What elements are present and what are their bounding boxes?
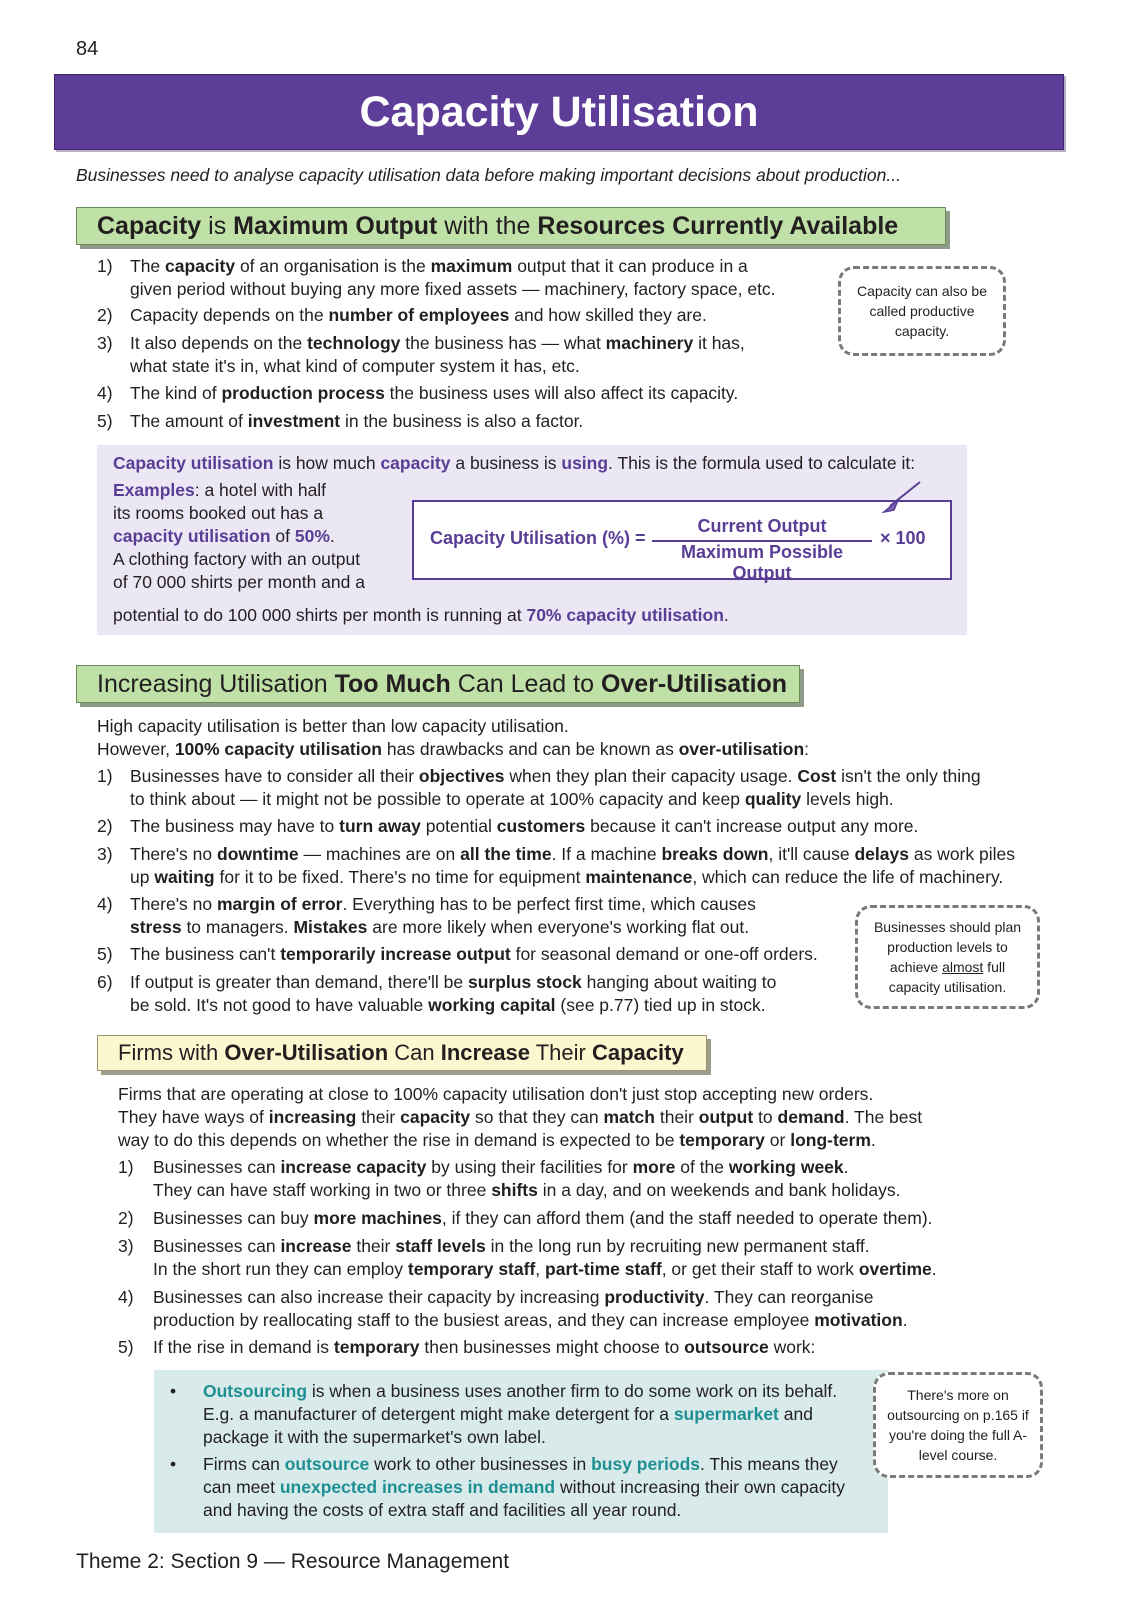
formula-denominator: Maximum Possible Output [680,542,844,583]
heading-part: Increasing Utilisation [97,669,335,698]
text-run: , it'll cause [768,844,855,864]
text-run: more [632,1157,676,1177]
heading-part: Capacity [591,1040,684,1065]
text-run: capacity [380,453,451,473]
text-run: isn't the only thing [836,766,981,786]
text-run: then businesses might choose to [419,1337,685,1357]
text-run: part-time staff [545,1259,662,1279]
item-number: 2) [97,816,113,836]
text-run: output [698,1107,754,1127]
text-line: of 70 000 shirts per month and a [113,572,365,592]
text-run: as work piles [908,844,1015,864]
text-run: Businesses can buy [153,1208,314,1228]
item-number: 2) [118,1208,134,1228]
item-number: 4) [118,1287,134,1307]
heading-part: Too Much [334,669,451,698]
text-run: 100% capacity utilisation [174,739,382,759]
text-run: work: [768,1337,816,1357]
list-item [97,332,837,378]
text-run: outsource [684,1337,769,1357]
list-item [97,382,837,405]
text-run: motivation [814,1310,903,1330]
formula-example-end [113,604,729,627]
page-number: 84 [76,38,99,60]
text-run: , or get their staff to work [661,1259,859,1279]
list-item [118,1336,1058,1359]
text-run: in a day, and on weekends and bank holidays. [537,1180,901,1200]
text-run: Capacity depends on the [130,305,329,325]
text-run: , which can reduce the life of machinery. [692,867,1004,887]
text-run: . If a machine [551,844,662,864]
item-text [130,255,776,301]
text-run: production process [221,383,385,403]
text-run: downtime [217,844,299,864]
text-run: Businesses should plan production levels to achieve [873,919,1022,975]
bullet-outsourcing-benefit [203,1453,845,1522]
heading-part: Firms with [118,1040,225,1065]
item-number: 3) [118,1236,134,1256]
text-run: over-utilisation [678,739,805,759]
text-run: temporary [679,1130,765,1150]
text-run: all the time [460,844,552,864]
text-run: They have ways of [118,1107,269,1127]
heading-part: Increase [440,1040,531,1065]
text-run: 70% capacity utilisation [526,605,724,625]
text-run: and [778,1404,813,1424]
text-run: customers [496,816,586,836]
list-item [97,765,1057,811]
heading-part: Their [530,1040,592,1065]
item-text [130,410,583,433]
text-run: maximum [430,256,513,276]
text-run: temporary staff [407,1259,536,1279]
item-number: 3) [97,333,113,353]
text-line: package it with the supermarket's own label. [203,1427,546,1447]
text-run: . [870,1130,876,1150]
page-title: Capacity Utilisation [359,87,759,136]
text-run: so that they can [470,1107,604,1127]
text-run: can meet [203,1477,280,1497]
text-run: The business can't [130,944,281,964]
text-run: or [764,1130,791,1150]
text-run: capacity [400,1107,471,1127]
list-item [97,971,837,1017]
text-run: margin of error [217,894,343,914]
side-note: There's more on outsourcing on p.165 if you're doing the full A-level course. [873,1372,1043,1478]
text-run: technology [307,333,401,353]
text-run: busy periods [591,1454,700,1474]
text-run: Capacity utilisation [113,453,274,473]
item-number: 6) [97,972,113,992]
text-run: working week [728,1157,844,1177]
list-item [118,1235,1058,1281]
side-note [855,905,1040,1009]
text-run: . They can reorganise [704,1287,874,1307]
text-run: The business may have to [130,816,340,836]
heading-part: Maximum Output [233,211,438,240]
formula-intro [113,452,915,475]
item-number: 1) [118,1157,134,1177]
text-run: The kind of [130,383,222,403]
heading-part: Capacity [97,211,202,240]
item-number: 4) [97,894,113,914]
heading-part: with the [437,211,538,240]
section3-paragraph [118,1083,922,1152]
text-run: for it to be fixed. There's no time for equipment [214,867,586,887]
text-run: has drawbacks and can be known as [381,739,679,759]
text-run: are more likely when everyone's working flat out. [367,917,750,937]
text-run: In the short run they can employ [153,1259,408,1279]
text-run: delays [854,844,909,864]
list-item [118,1286,1058,1332]
text-run: unexpected increases in demand [279,1477,556,1497]
text-run: because it can't increase output any more. [585,816,919,836]
text-run: Businesses can [153,1157,281,1177]
text-run: capacity [165,256,236,276]
text-run: the business has — what [400,333,606,353]
item-text [153,1286,908,1332]
text-run: way to do this depends on whether the rise in demand is expected to be [118,1130,680,1150]
heading-part: Can [388,1040,441,1065]
text-run: However, [97,739,175,759]
text-line: what state it's in, what kind of computer system it has, etc. [130,356,580,376]
text-run: number of employees [328,305,510,325]
text-line: A clothing factory with an output [113,549,361,569]
item-text [153,1336,815,1359]
text-run: E.g. a manufacturer of detergent might make detergent for a [203,1404,674,1424]
text-run: breaks down [661,844,769,864]
text-run: more machines [313,1208,442,1228]
text-run: outsource [284,1454,370,1474]
text-run: increasing [268,1107,357,1127]
text-run: . The best [844,1107,923,1127]
text-run: production by reallocating staff to the busiest areas, and they can increase employee [153,1310,815,1330]
text-run: to managers. [181,917,294,937]
item-text [130,815,918,838]
text-run: potential to do 100 000 shirts per month is running at [113,605,527,625]
item-text [130,893,756,939]
text-run: is how much [273,453,381,473]
item-number: 1) [97,256,113,276]
text-run: Businesses have to consider all their [130,766,419,786]
text-run: — machines are on [298,844,461,864]
text-run: Cost [797,766,837,786]
text-run: 50% [294,526,330,546]
bullet-marker: • [170,1381,177,1401]
text-line: and having the costs of extra staff and facilities all year round. [203,1500,682,1520]
arrow-icon [880,478,930,516]
text-run: . [902,1310,908,1330]
item-number: 4) [97,383,113,403]
list-item [118,1156,1058,1202]
text-run: to think about — it might not be possible to operate at 100% capacity and keep [130,789,745,809]
heading-part: Over-Utilisation [224,1040,389,1065]
text-line: given period without buying any more fixed assets — machinery, factory space, etc. [130,279,776,299]
list-item [97,255,837,301]
item-number: 5) [118,1337,134,1357]
text-run: The [130,256,166,276]
text-run: . [723,605,729,625]
text-run: It also depends on the [130,333,308,353]
text-run: match [603,1107,655,1127]
formula-lhs: Capacity Utilisation (%) = [430,528,646,548]
text-run: . This is the formula used to calculate it: [608,453,916,473]
text-run: for seasonal demand or one-off orders. [510,944,818,964]
item-text [130,382,738,405]
text-run: There's no [130,844,217,864]
text-run: staff levels [395,1236,486,1256]
list-item [97,843,1057,889]
item-text [130,332,745,378]
text-run: Firms can [203,1454,285,1474]
text-run: supermarket [673,1404,779,1424]
text-run: capacity utilisation [113,526,271,546]
text-run: full capacity utilisation. [888,959,1007,995]
formula-numerator: Current Output [697,516,827,536]
item-number: 3) [97,844,113,864]
item-text [153,1207,933,1230]
text-run: turn away [339,816,421,836]
text-run: of [270,526,295,546]
text-run: up [130,867,155,887]
text-run: without increasing their own capacity [555,1477,845,1497]
text-run: long-term [790,1130,871,1150]
text-run: to [753,1107,778,1127]
text-run: levels high. [801,789,894,809]
text-line: Firms that are operating at close to 100% capacity utilisation don't just stop accepting new orders. [118,1084,874,1104]
list-item [118,1207,1058,1230]
list-item [97,815,1057,838]
text-run: Outsourcing [203,1381,308,1401]
list-item [97,893,837,939]
item-number: 5) [97,944,113,964]
heading-part: Over-Utilisation [600,669,788,698]
text-run: their [356,1107,401,1127]
formula-multiplier: × 100 [880,528,926,548]
text-run: Mistakes [293,917,368,937]
text-run: their [351,1236,396,1256]
formula-examples [113,479,413,594]
text-run: almost [942,959,984,975]
item-text [130,843,1015,889]
text-run: increase [280,1236,352,1256]
item-text [130,765,981,811]
text-run: working capital [428,995,556,1015]
text-run: and how skilled they are. [509,305,707,325]
text-run: of the [675,1157,729,1177]
text-run: , if they can afford them (and the staff needed to operate them). [441,1208,933,1228]
text-run: maintenance [585,867,693,887]
item-text [130,943,818,966]
text-run: Examples [113,480,195,500]
text-run: when they plan their capacity usage. [504,766,798,786]
text-run: productivity [604,1287,705,1307]
text-run: They can have staff working in two or three [153,1180,492,1200]
heading-part: Can Lead to [450,669,601,698]
item-text [153,1156,900,1202]
text-run: be sold. It's not good to have valuable [130,995,429,1015]
text-run: their [654,1107,699,1127]
text-run: If the rise in demand is [153,1337,334,1357]
text-run: The amount of [130,411,248,431]
text-run: . [329,526,335,546]
heading-part: is [201,211,234,240]
section2-paragraph [97,715,809,761]
text-run: the business uses will also affect its capacity. [384,383,739,403]
text-run: increase capacity [280,1157,427,1177]
bullet-marker: • [170,1454,177,1474]
text-run: of an organisation is the [235,256,431,276]
text-run: stress [130,917,182,937]
text-run: overtime [858,1259,932,1279]
page-footer: Theme 2: Section 9 — Resource Management [76,1550,510,1573]
text-run: objectives [418,766,505,786]
text-run: waiting [154,867,215,887]
text-run: by using their facilities for [426,1157,633,1177]
text-run: a business is [450,453,562,473]
text-run: If output is greater than demand, there'll be [130,972,468,992]
item-text [153,1235,937,1281]
text-run: potential [420,816,497,836]
bullet-outsourcing-definition [203,1380,837,1449]
item-number: 2) [97,305,113,325]
list-item [97,410,837,433]
text-run: output that it can produce in a [512,256,748,276]
intro-text: Businesses need to analyse capacity utilisation data before making important decisions about production... [76,165,901,185]
text-run: it has, [693,333,745,353]
item-text [130,304,707,327]
text-run: Businesses can also increase their capacity by increasing [153,1287,605,1307]
text-run: temporarily increase output [280,944,511,964]
item-number: 5) [97,411,113,431]
list-item [97,943,837,966]
section-heading-increase-capacity [97,1035,707,1071]
text-run: (see p.77) tied up in stock. [555,995,766,1015]
side-note: Capacity can also be called productive capacity. [838,266,1006,356]
text-run: temporary [333,1337,420,1357]
text-run: quality [744,789,802,809]
page-title-bar [54,74,1064,150]
section-heading-capacity [76,207,946,245]
formula-box [412,500,952,583]
text-run: hanging about waiting to [581,972,777,992]
list-item [97,304,837,327]
item-text [130,971,776,1017]
text-run: in the long run by recruiting new permanent staff. [485,1236,870,1256]
text-run: investment [247,411,341,431]
section-heading-over-utilisation [76,665,800,703]
text-run: machinery [605,333,694,353]
text-run: . This means they [700,1454,838,1474]
text-run: . Everything has to be perfect first time, which causes [342,894,756,914]
text-run: is when a business uses another firm to do some work on its behalf. [307,1381,838,1401]
text-run: , [535,1259,546,1279]
text-run: . [843,1157,849,1177]
item-number: 1) [97,766,113,786]
text-run: There's no [130,894,217,914]
text-run: surplus stock [468,972,582,992]
text-run: Businesses can [153,1236,281,1256]
heading-part: Resources Currently Available [537,211,899,240]
text-run: : a hotel with half [194,480,327,500]
text-run: work to other businesses in [369,1454,592,1474]
text-run: . [931,1259,937,1279]
text-run: demand [777,1107,845,1127]
text-run: in the business is also a factor. [340,411,584,431]
text-run: shifts [491,1180,538,1200]
text-line: its rooms booked out has a [113,503,324,523]
text-run: using [561,453,609,473]
text-line: High capacity utilisation is better than low capacity utilisation. [97,716,569,736]
text-run: : [804,739,810,759]
